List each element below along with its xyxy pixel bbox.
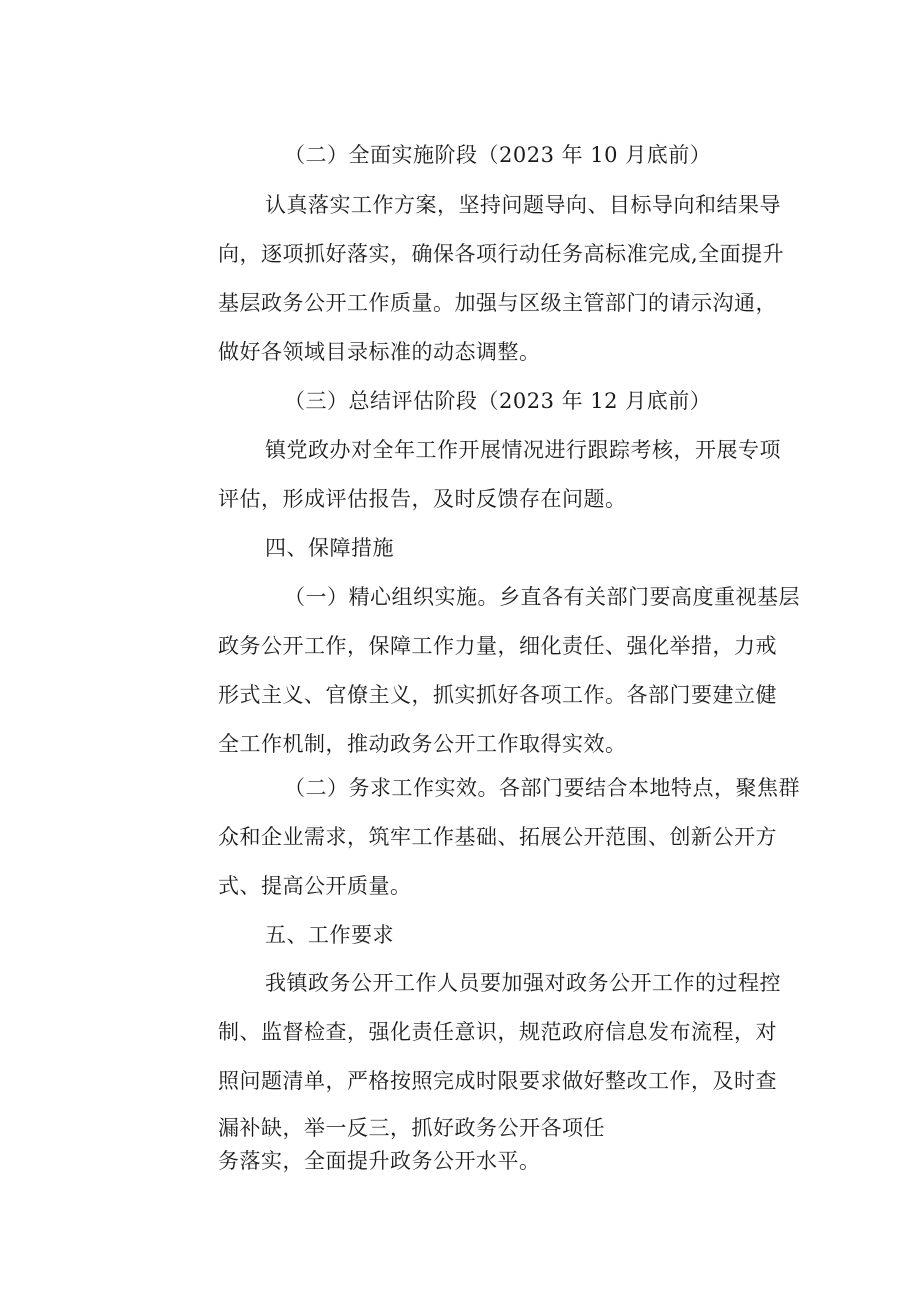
paragraph-line: 镇党政办对全年工作开展情况进行跟踪考核，开展专项 (265, 438, 781, 462)
paragraph-line: 向，逐项抓好落实，确保各项行动任务高标准完成,全面提升 (218, 242, 785, 266)
heading-stage-3: （三）总结评估阶段（2023 年 12 月底前） (284, 389, 712, 413)
paragraph-line: 照问题清单，严格按照完成时限要求做好整改工作，及时查 (218, 1069, 777, 1093)
paragraph-line: 全工作机制，推动政务公开工作取得实效。 (218, 732, 627, 756)
paragraph-line: 务落实，全面提升政务公开水平。 (218, 1149, 541, 1173)
paragraph-line: （二）务求工作实效。各部门要结合本地特点，聚焦群 (284, 776, 800, 800)
paragraph-line: 式、提高公开质量。 (218, 874, 412, 898)
paragraph-line: 制、监督检查，强化责任意识，规范政府信息发布流程，对 (218, 1020, 777, 1044)
paragraph-line: 做好各领域目录标准的动态调整。 (218, 340, 541, 364)
paragraph-line: 政务公开工作，保障工作力量，细化责任、强化举措，力戒 (218, 634, 777, 658)
paragraph-line: 基层政务公开工作质量。加强与区级主管部门的请示沟通， (218, 291, 777, 315)
paragraph-line: 漏补缺，举一反三，抓好政务公开各项任 (218, 1116, 605, 1140)
heading-section-5: 五、工作要求 (265, 923, 394, 947)
paragraph-line: 我镇政务公开工作人员要加强对政务公开工作的过程控 (265, 971, 781, 995)
paragraph-line: 评估，形成评估报告，及时反馈存在问题。 (218, 487, 627, 511)
paragraph-line: 众和企业需求，筑牢工作基础、拓展公开范围、创新公开方 (218, 825, 777, 849)
paragraph-line: （一）精心组织实施。乡直各有关部门要高度重视基层 (284, 585, 800, 609)
paragraph-line: 认真落实工作方案，坚持问题导向、目标导向和结果导 (265, 193, 781, 217)
heading-stage-2: （二）全面实施阶段（2023 年 10 月底前） (284, 143, 712, 167)
heading-section-4: 四、保障措施 (265, 536, 394, 560)
paragraph-line: 形式主义、官僚主义，抓实抓好各项工作。各部门要建立健 (218, 683, 777, 707)
